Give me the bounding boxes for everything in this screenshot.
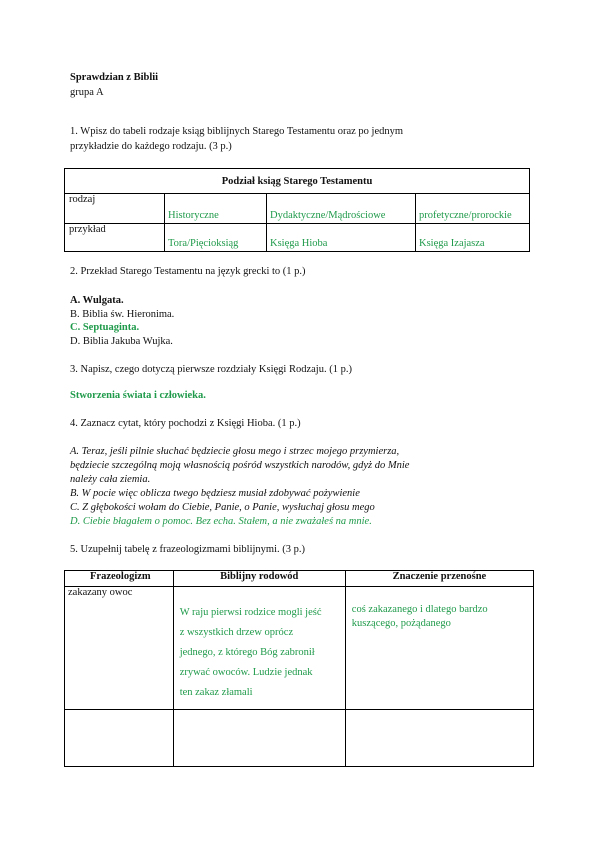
- phrase-cell: zakazany owoc: [65, 587, 174, 710]
- origin-line: jednego, z którego Bóg zabronił: [179, 647, 315, 658]
- origin-line: zrywać owoców. Ludzie jednak: [179, 667, 313, 678]
- col-header-origin: Biblijny rodowód: [173, 571, 345, 587]
- type-1: Historyczne: [168, 210, 219, 221]
- example-3: Księga Izajasza: [419, 238, 485, 249]
- books-table-header: Podział ksiąg Starego Testamentu: [65, 169, 530, 194]
- meaning-cell: [345, 587, 533, 710]
- example-2: Księga Hioba: [270, 238, 328, 249]
- q1-line2: przykładzie do każdego rodzaju. (3 p.): [70, 141, 232, 152]
- col-header-phrase: Frazeologizm: [65, 571, 174, 587]
- q3-answer: Stworzenia świata i człowieka.: [70, 390, 206, 401]
- q3-question: 3. Napisz, czego dotyczą pierwsze rozdziały Księgi Rodzaju. (1 p.): [70, 364, 352, 375]
- origin-line: W raju pierwsi rodzice mogli jeść: [179, 607, 322, 618]
- group-label: grupa A: [70, 87, 104, 98]
- empty-meaning-cell: [345, 710, 533, 767]
- q4-option-c: C. Z głębokości wołam do Ciebie, Panie, o Panie, wysłuchaj głosu mego: [70, 502, 375, 513]
- type-cell-3: [416, 194, 530, 224]
- col-header-meaning: Znaczenie przenośne: [345, 571, 533, 587]
- q2-option-c: C. Septuaginta.: [70, 322, 140, 333]
- phrases-table: [64, 570, 534, 767]
- empty-origin-cell: [173, 710, 345, 767]
- type-cell-1: [165, 194, 267, 224]
- q4-option-b: B. W pocie więc oblicza twego będziesz musiał zdobywać pożywienie: [70, 488, 360, 499]
- document-title: Sprawdzian z Biblii: [70, 72, 159, 83]
- q4-option-a-line1: A. Teraz, jeśli pilnie słuchać będziecie głosu mego i strzec mojego przymierza,: [70, 446, 400, 457]
- example-cell-3: [416, 224, 530, 252]
- q4-option-d: D. Ciebie błagałem o pomoc. Bez echa. Stałem, a nie zważałeś na mnie.: [70, 516, 372, 527]
- row-label-type: rodzaj: [65, 194, 165, 224]
- meaning-line: coś zakazanego i dlatego bardzo: [351, 604, 488, 615]
- example-1: Tora/Pięcioksiąg: [168, 238, 239, 249]
- q2-question: 2. Przekład Starego Testamentu na język grecki to (1 p.): [70, 266, 306, 277]
- origin-line: ten zakaz złamali: [179, 687, 253, 698]
- type-cell-2: [267, 194, 416, 224]
- empty-phrase-cell: [65, 710, 174, 767]
- type-2: Dydaktyczne/Mądrościowe: [270, 210, 386, 221]
- example-cell-1: [165, 224, 267, 252]
- type-3: profetyczne/prorockie: [419, 210, 512, 221]
- q2-option-a: A. Wulgata.: [70, 295, 124, 306]
- q1-line1: 1. Wpisz do tabeli rodzaje ksiąg biblijnych Starego Testamentu oraz po jednym: [70, 126, 404, 137]
- meaning-line: kuszącego, pożądanego: [351, 618, 451, 629]
- origin-line: z wszystkich drzew oprócz: [179, 627, 294, 638]
- q4-option-a-line2: będziecie szczególną moją własnością pośród wszystkich narodów, gdyż do Mnie: [70, 460, 410, 471]
- q2-option-b: B. Biblia św. Hieronima.: [70, 309, 175, 320]
- example-cell-2: [267, 224, 416, 252]
- books-table: [64, 168, 530, 252]
- row-label-example: przykład: [65, 224, 165, 252]
- origin-cell: [173, 587, 345, 710]
- q4-question: 4. Zaznacz cytat, który pochodzi z Księgi Hioba. (1 p.): [70, 418, 301, 429]
- q2-option-d: D. Biblia Jakuba Wujka.: [70, 336, 173, 347]
- q5-question: 5. Uzupełnij tabelę z frazeologizmami biblijnymi. (3 p.): [70, 544, 306, 555]
- q4-option-a-line3: należy cała ziemia.: [70, 474, 151, 485]
